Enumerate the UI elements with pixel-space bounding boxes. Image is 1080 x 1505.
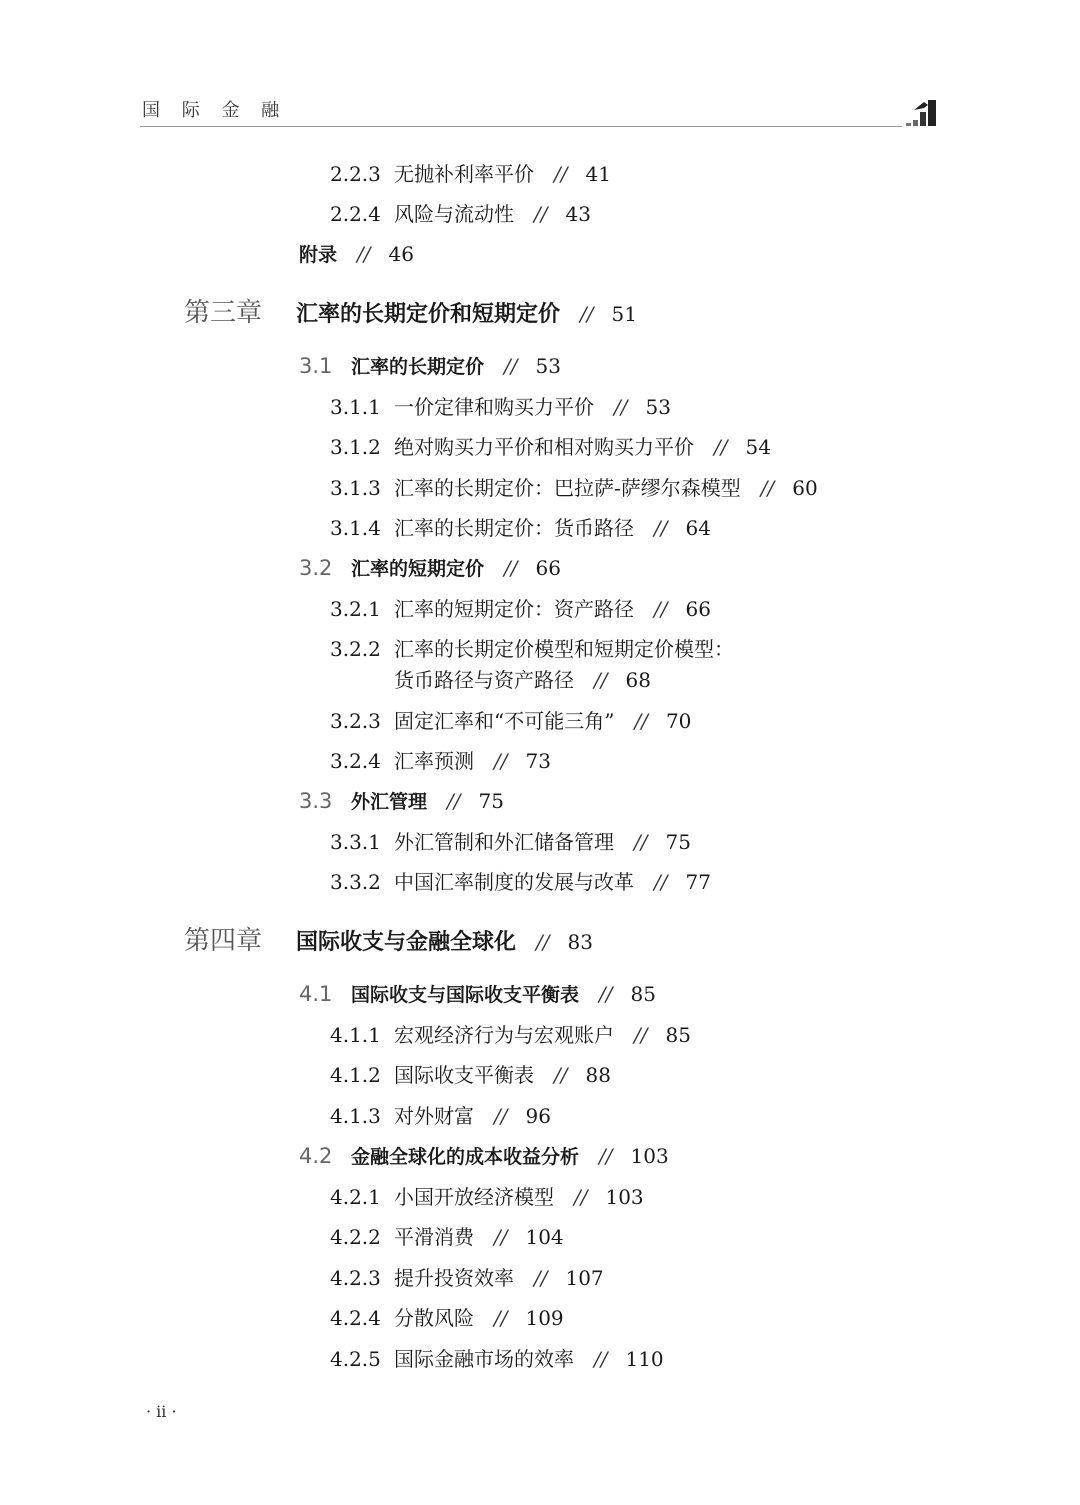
page-number: 107 bbox=[565, 1266, 604, 1290]
section-title: 汇率预测 bbox=[394, 749, 474, 773]
page-number: 77 bbox=[685, 870, 711, 894]
section-title: 汇率的长期定价：巴拉萨-萨缪尔森模型 bbox=[394, 476, 741, 500]
section-title: 汇率的长期定价模型和短期定价模型： bbox=[394, 637, 734, 661]
page-number: 96 bbox=[525, 1104, 551, 1128]
toc-entry[interactable] bbox=[330, 870, 711, 894]
page-separator: // bbox=[634, 1023, 648, 1047]
toc-chapter-4[interactable] bbox=[184, 926, 593, 958]
section-title: 国际收支与国际收支平衡表 bbox=[351, 984, 580, 1006]
toc-entry[interactable] bbox=[330, 1266, 604, 1290]
page-number: 46 bbox=[388, 242, 414, 266]
section-number: 4.2 bbox=[299, 1144, 333, 1168]
toc-entry[interactable] bbox=[330, 637, 734, 661]
section-title: 小国开放经济模型 bbox=[394, 1185, 554, 1209]
toc-entry[interactable] bbox=[330, 202, 591, 226]
page-separator: // bbox=[494, 1306, 508, 1330]
toc-section[interactable] bbox=[299, 789, 504, 814]
page-number: 70 bbox=[665, 709, 692, 733]
page-separator: // bbox=[494, 1225, 508, 1249]
toc-entry[interactable] bbox=[330, 1306, 564, 1330]
section-title: 国际收支平衡表 bbox=[394, 1063, 534, 1087]
section-number: 4.2.4 bbox=[330, 1306, 381, 1330]
toc-entry[interactable] bbox=[330, 1347, 664, 1371]
page-number: 85 bbox=[665, 1023, 691, 1047]
page-separator: // bbox=[574, 1185, 588, 1209]
section-number: 4.2.2 bbox=[330, 1225, 381, 1249]
toc-entry[interactable] bbox=[330, 1185, 644, 1209]
section-title: 风险与流动性 bbox=[394, 202, 514, 226]
page-separator: // bbox=[534, 1266, 548, 1290]
toc-entry[interactable] bbox=[330, 1225, 564, 1249]
section-title-continued: 货币路径与资产路径 bbox=[394, 668, 574, 692]
toc-entry[interactable] bbox=[330, 476, 818, 500]
page-separator: // bbox=[447, 789, 461, 813]
section-title: 汇率的短期定价 bbox=[351, 558, 485, 580]
page-number: 73 bbox=[525, 749, 551, 773]
page-separator: // bbox=[580, 302, 594, 326]
running-header-title: 国 际 金 融 bbox=[142, 100, 288, 121]
page-number: 109 bbox=[525, 1306, 564, 1330]
page-separator: // bbox=[714, 435, 728, 459]
section-number: 3.2.2 bbox=[330, 637, 381, 661]
toc-entry[interactable] bbox=[330, 830, 691, 854]
toc-entry-appendix[interactable] bbox=[299, 242, 414, 267]
section-title: 提升投资效率 bbox=[394, 1266, 514, 1290]
toc-entry[interactable] bbox=[330, 709, 691, 733]
section-number: 3.1.4 bbox=[330, 516, 381, 540]
section-number: 3.1.3 bbox=[330, 476, 381, 500]
page-number: 60 bbox=[792, 476, 818, 500]
section-title: 宏观经济行为与宏观账户 bbox=[394, 1023, 614, 1047]
page-separator: // bbox=[634, 830, 648, 854]
section-title: 绝对购买力平价和相对购买力平价 bbox=[394, 435, 694, 459]
section-title: 汇率的长期定价 bbox=[351, 356, 485, 378]
chapter-number: 第四章 bbox=[184, 926, 263, 956]
toc-section[interactable] bbox=[299, 556, 561, 581]
section-number: 3.3.2 bbox=[330, 870, 381, 894]
toc-entry[interactable] bbox=[330, 597, 711, 621]
page-separator: // bbox=[554, 162, 568, 186]
page-number: 103 bbox=[630, 1144, 669, 1168]
chapter-number: 第三章 bbox=[184, 298, 263, 328]
page-separator: // bbox=[536, 930, 550, 954]
page-separator: // bbox=[594, 1347, 608, 1371]
section-number: 4.1 bbox=[299, 982, 333, 1006]
toc-entry[interactable] bbox=[330, 162, 611, 186]
section-title: 金融全球化的成本收益分析 bbox=[351, 1146, 580, 1168]
toc-entry[interactable] bbox=[330, 1023, 691, 1047]
page-number: 104 bbox=[525, 1225, 564, 1249]
section-number: 4.1.3 bbox=[330, 1104, 381, 1128]
page-separator: // bbox=[494, 1104, 508, 1128]
page-number: 68 bbox=[625, 668, 651, 692]
section-title: 国际金融市场的效率 bbox=[394, 1347, 574, 1371]
page-number: 83 bbox=[567, 930, 593, 954]
page-number: 53 bbox=[645, 395, 671, 419]
page-number: 88 bbox=[585, 1063, 611, 1087]
page-separator: // bbox=[654, 597, 668, 621]
page-number: 54 bbox=[745, 435, 771, 459]
section-title: 附录 bbox=[299, 244, 338, 266]
section-title: 外汇管理 bbox=[351, 791, 428, 813]
section-number: 3.2.3 bbox=[330, 709, 381, 733]
page-separator: // bbox=[634, 709, 648, 733]
toc-entry[interactable] bbox=[330, 1104, 551, 1128]
page-separator: // bbox=[534, 202, 548, 226]
page-number: 66 bbox=[685, 597, 711, 621]
page-separator: // bbox=[554, 1063, 568, 1087]
page-separator: // bbox=[504, 354, 518, 378]
page-separator: // bbox=[599, 1144, 613, 1168]
section-title: 一价定律和购买力平价 bbox=[394, 395, 594, 419]
section-title: 无抛补利率平价 bbox=[394, 162, 534, 186]
publisher-logo-icon bbox=[904, 96, 944, 130]
section-title: 汇率的长期定价：货币路径 bbox=[394, 516, 634, 540]
section-title: 汇率的短期定价：资产路径 bbox=[394, 597, 634, 621]
page-number: 75 bbox=[665, 830, 691, 854]
page-separator: // bbox=[760, 476, 775, 500]
page-separator: // bbox=[504, 556, 518, 580]
page-number: 53 bbox=[535, 354, 561, 378]
section-title: 平滑消费 bbox=[394, 1225, 474, 1249]
section-number: 4.2.1 bbox=[330, 1185, 381, 1209]
footer-page-number: · ii · bbox=[146, 1402, 177, 1421]
section-number: 4.1.2 bbox=[330, 1063, 381, 1087]
page-separator: // bbox=[494, 749, 508, 773]
section-number: 3.2.4 bbox=[330, 749, 381, 773]
toc-entry[interactable] bbox=[330, 749, 551, 773]
toc-entry[interactable] bbox=[330, 395, 671, 419]
section-number: 3.3.1 bbox=[330, 830, 381, 854]
chapter-title: 汇率的长期定价和短期定价 bbox=[296, 302, 561, 327]
section-number: 3.1.1 bbox=[330, 395, 381, 419]
page-separator: // bbox=[654, 516, 668, 540]
page-separator: // bbox=[614, 395, 628, 419]
toc-entry-continuation[interactable] bbox=[394, 668, 651, 692]
section-title: 固定汇率和“不可能三角” bbox=[394, 709, 615, 733]
page-separator: // bbox=[654, 870, 668, 894]
section-title: 外汇管制和外汇储备管理 bbox=[394, 830, 614, 854]
toc-section[interactable] bbox=[299, 982, 656, 1007]
section-title: 对外财富 bbox=[394, 1104, 474, 1128]
toc-entry[interactable] bbox=[330, 1063, 611, 1087]
page-number: 75 bbox=[478, 789, 504, 813]
page-number: 51 bbox=[611, 302, 637, 326]
section-number: 3.2.1 bbox=[330, 597, 381, 621]
section-number: 4.2.5 bbox=[330, 1347, 381, 1371]
page-number: 64 bbox=[685, 516, 711, 540]
section-number: 2.2.3 bbox=[330, 162, 381, 186]
page-number: 103 bbox=[605, 1185, 644, 1209]
header-divider bbox=[140, 126, 902, 127]
page-separator: // bbox=[594, 668, 608, 692]
section-title: 中国汇率制度的发展与改革 bbox=[394, 870, 634, 894]
section-number: 4.2.3 bbox=[330, 1266, 381, 1290]
page-number: 41 bbox=[585, 162, 611, 186]
toc-section[interactable] bbox=[299, 1144, 669, 1169]
page-number: 43 bbox=[565, 202, 591, 226]
section-title: 分散风险 bbox=[394, 1306, 474, 1330]
page-number: 66 bbox=[535, 556, 561, 580]
section-number: 3.1 bbox=[299, 354, 333, 378]
toc-entry[interactable] bbox=[330, 435, 771, 459]
section-number: 2.2.4 bbox=[330, 202, 381, 226]
section-number: 3.3 bbox=[299, 789, 333, 813]
page-number: 110 bbox=[625, 1347, 664, 1371]
chapter-title: 国际收支与金融全球化 bbox=[296, 930, 517, 955]
toc-chapter-3[interactable] bbox=[184, 298, 637, 330]
section-number: 3.2 bbox=[299, 556, 333, 580]
page-separator: // bbox=[357, 242, 371, 266]
page-separator: // bbox=[599, 982, 613, 1006]
section-number: 4.1.1 bbox=[330, 1023, 381, 1047]
section-number: 3.1.2 bbox=[330, 435, 381, 459]
toc-entry[interactable] bbox=[330, 516, 711, 540]
toc-section[interactable] bbox=[299, 354, 561, 379]
page-number: 85 bbox=[630, 982, 656, 1006]
